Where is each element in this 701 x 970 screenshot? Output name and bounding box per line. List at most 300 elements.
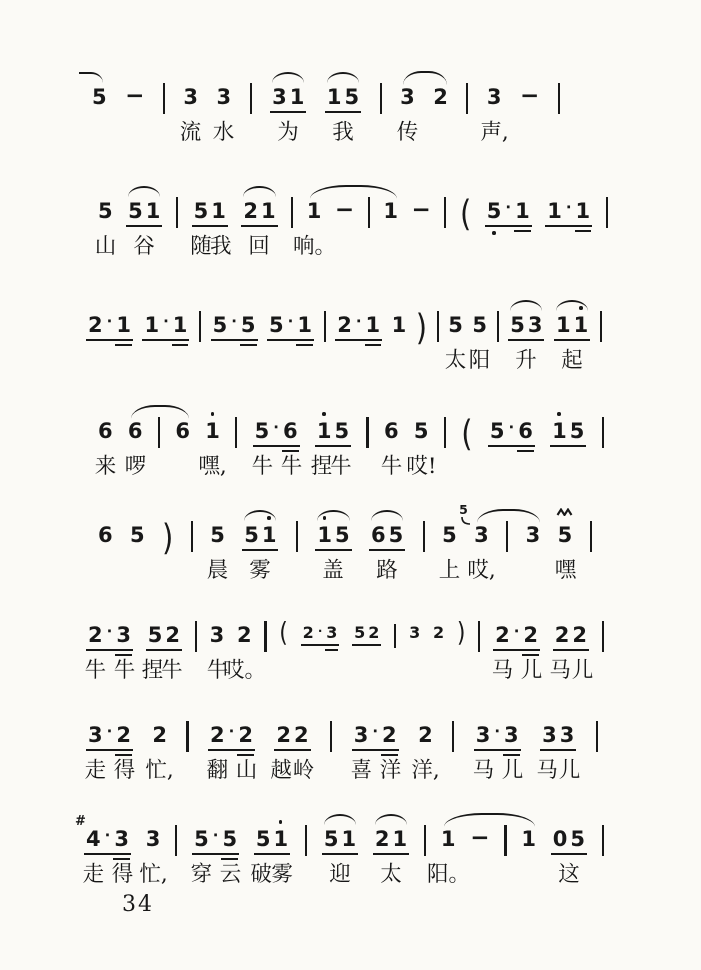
note: 2 xyxy=(116,723,131,747)
lyric-syllable: 破 xyxy=(250,862,272,887)
mordent-icon xyxy=(556,508,573,516)
note: 5 xyxy=(240,313,256,337)
notes-row xyxy=(75,814,604,856)
note: 5 xyxy=(354,623,366,642)
slur-arc xyxy=(128,186,160,197)
rhythm-dot: ∙ xyxy=(106,312,113,330)
notes-row xyxy=(98,412,604,455)
lyric-syllable: 盖 xyxy=(322,558,344,583)
slur-arc xyxy=(510,300,542,311)
rhythm-dot: ∙ xyxy=(212,826,219,844)
lyrics-row xyxy=(92,119,560,149)
rhythm-dot: ∙ xyxy=(163,312,169,330)
close-paren: ) xyxy=(161,516,174,559)
note: 5 xyxy=(558,522,573,548)
beam-group xyxy=(142,312,189,341)
beam-group xyxy=(146,622,182,651)
slur-arc xyxy=(403,71,447,85)
barline xyxy=(176,197,178,228)
dash-continuation: − xyxy=(125,83,145,109)
music-line-6 xyxy=(84,618,604,696)
note: 3 xyxy=(88,723,103,747)
dash-continuation: − xyxy=(334,197,355,223)
note: 5 xyxy=(334,419,350,443)
note: 5 xyxy=(147,623,163,647)
lyric-syllable: 雾 xyxy=(271,862,293,887)
barline xyxy=(366,417,368,448)
barline xyxy=(330,721,332,752)
beam-group xyxy=(192,198,228,227)
note: 3 xyxy=(527,313,543,337)
rhythm-dot: ∙ xyxy=(565,198,572,216)
note: 5 xyxy=(254,419,270,443)
note: 3 xyxy=(542,723,557,747)
beam-group xyxy=(352,622,381,646)
note: 1 xyxy=(273,827,289,851)
beam-group xyxy=(551,826,587,855)
rhythm-dot: ∙ xyxy=(287,312,294,330)
note: 5 xyxy=(448,313,463,337)
lyric-syllable: 喜 xyxy=(350,758,373,783)
note: 2 xyxy=(238,723,253,747)
note: 1 xyxy=(552,419,567,443)
note: 1 xyxy=(547,199,562,223)
barline xyxy=(324,311,326,342)
note: 5 xyxy=(344,85,360,109)
lyric-syllable: 啰 xyxy=(124,454,147,479)
note: 1 xyxy=(289,85,305,109)
music-line-7 xyxy=(86,722,598,796)
note: 5 xyxy=(210,523,225,547)
note: 3 5 xyxy=(459,502,489,547)
barline xyxy=(504,825,506,856)
lyric-syllable: 穿 xyxy=(190,862,213,887)
note: 5 xyxy=(323,827,339,851)
note: 1 xyxy=(211,199,226,223)
slur-arc xyxy=(327,72,359,83)
note: 6 xyxy=(175,419,190,443)
beam-group xyxy=(242,522,278,551)
close-paren: ) xyxy=(456,618,466,649)
note: 1 xyxy=(297,313,312,337)
lyric-syllable: 忙, xyxy=(139,862,168,887)
notes-row xyxy=(98,192,608,235)
note: 6 xyxy=(383,419,399,443)
note: 2 xyxy=(432,623,445,642)
note: 5 xyxy=(510,313,525,337)
note: 5 xyxy=(334,523,350,547)
lyric-syllable: 忙, xyxy=(145,758,174,783)
note: 5 xyxy=(413,419,429,443)
beam-group xyxy=(254,826,290,855)
notes-row xyxy=(86,618,604,652)
barline xyxy=(195,621,197,652)
lyric-syllable: 牛 xyxy=(380,454,403,479)
lyric-syllable: 儿 xyxy=(501,758,524,783)
note: 4 # xyxy=(75,814,101,851)
note: 3 xyxy=(400,85,415,109)
note: 1 xyxy=(144,313,160,337)
beam-group xyxy=(253,418,300,447)
beam-group xyxy=(86,312,133,341)
lyrics-row xyxy=(94,233,608,263)
beam-group xyxy=(86,722,133,751)
beam-group xyxy=(493,622,540,651)
open-paren: ( xyxy=(279,618,288,649)
note: 1 xyxy=(555,313,571,337)
barline xyxy=(175,825,177,856)
lyric-syllable: 云 xyxy=(219,862,242,887)
lyric-syllable: 响。 xyxy=(292,234,337,259)
note: 2 xyxy=(152,723,167,747)
barline xyxy=(305,825,307,856)
beam-group xyxy=(369,522,405,551)
note: 6 xyxy=(98,419,113,443)
lyric-syllable: 迎 xyxy=(329,862,351,887)
lyric-syllable: 阳 xyxy=(468,348,491,373)
lyric-syllable: 为 xyxy=(277,120,299,145)
lyric-syllable: 山 xyxy=(94,234,117,259)
beam-group xyxy=(352,722,399,751)
slur-arc xyxy=(131,405,189,419)
barline xyxy=(158,417,160,448)
barline xyxy=(250,83,252,114)
note: 5 xyxy=(472,313,488,337)
lyric-syllable: 走 xyxy=(84,758,107,783)
beam-group xyxy=(554,312,590,341)
note: 2 xyxy=(382,723,397,747)
lyric-syllable: 马 xyxy=(491,658,514,683)
note: 1 xyxy=(261,523,277,547)
note: 5 xyxy=(193,199,209,223)
beam-group xyxy=(322,826,358,855)
note: 2 xyxy=(236,623,252,647)
lyric-syllable: 流 xyxy=(179,120,202,145)
note: 3 xyxy=(504,723,519,747)
note: 2 xyxy=(495,623,510,647)
beam-group xyxy=(325,84,361,113)
barline xyxy=(444,417,446,448)
dash-continuation: − xyxy=(519,83,540,109)
note: 2 xyxy=(88,623,103,647)
barline xyxy=(558,83,560,114)
barline xyxy=(478,621,480,652)
rhythm-dot: ∙ xyxy=(104,826,111,844)
barline xyxy=(602,825,604,856)
note: 1 xyxy=(515,199,530,223)
lyric-syllable: 捏 xyxy=(141,658,164,683)
note: 0 xyxy=(552,827,568,851)
note: 3 xyxy=(114,827,129,851)
barline xyxy=(380,83,382,114)
note: 5 xyxy=(194,827,209,851)
lyric-syllable: 牛 xyxy=(84,658,107,683)
note: 2 xyxy=(276,723,292,747)
close-paren: ) xyxy=(415,306,428,349)
note: 5 xyxy=(244,523,259,547)
lyrics-row xyxy=(94,453,604,483)
music-line-1 xyxy=(92,84,560,158)
note: 1 xyxy=(521,827,536,851)
lyrics-row xyxy=(84,861,604,891)
note: 1 xyxy=(326,85,342,109)
note: 2 xyxy=(433,85,448,109)
note: 1 xyxy=(316,419,332,443)
slur-arc xyxy=(272,72,304,83)
slur-arc xyxy=(556,300,588,311)
beam-group xyxy=(553,622,589,651)
note: 2 xyxy=(294,723,309,747)
note: 5 xyxy=(92,84,107,110)
lyric-syllable: 声, xyxy=(480,120,509,145)
beam-group xyxy=(301,622,340,646)
note: 3 xyxy=(145,827,161,851)
lyric-syllable: 马 xyxy=(536,758,558,783)
lyric-syllable: 嘿 xyxy=(554,558,577,583)
note: 2 xyxy=(418,723,433,747)
barline xyxy=(606,197,608,228)
note: 3 xyxy=(116,623,131,647)
beam-group xyxy=(315,418,351,447)
beam-group xyxy=(550,418,586,447)
note: 3 xyxy=(209,623,225,647)
note: 1 xyxy=(573,313,589,337)
note: 5 xyxy=(569,419,585,443)
rhythm-dot: ∙ xyxy=(231,312,237,330)
lyric-syllable: 得 xyxy=(113,758,136,783)
note: 3 xyxy=(559,723,575,747)
lyric-syllable: 走 xyxy=(82,862,105,887)
note: 1 xyxy=(317,523,332,547)
slur-arc xyxy=(324,814,356,825)
music-line-4 xyxy=(94,412,604,492)
open-paren: ( xyxy=(459,192,472,235)
slur-arc xyxy=(317,510,349,521)
lyric-syllable: 回 xyxy=(248,234,270,259)
beam-group xyxy=(373,826,409,855)
note: 2 xyxy=(368,623,380,642)
barline xyxy=(264,621,266,652)
barline xyxy=(602,621,604,652)
beam-group xyxy=(192,826,239,855)
lyric-syllable: 晨 xyxy=(206,558,229,583)
lyric-syllable: 岭 xyxy=(292,758,315,783)
barline xyxy=(296,521,298,552)
rhythm-dot: ∙ xyxy=(317,623,323,638)
note: 1 xyxy=(391,313,407,337)
note: 5 xyxy=(570,827,585,851)
sharp-sign: # xyxy=(75,814,86,829)
beam-group xyxy=(274,722,310,751)
note: 2 xyxy=(337,313,352,337)
lyric-syllable: 得 xyxy=(111,862,134,887)
slur-arc xyxy=(444,813,535,827)
barline xyxy=(235,417,237,448)
note: 5 xyxy=(255,827,271,851)
note: 1 xyxy=(205,419,220,443)
note: 6 xyxy=(370,523,386,547)
note: 5 xyxy=(98,199,113,223)
note: 2 xyxy=(302,623,314,642)
barline xyxy=(186,721,188,752)
beam-group xyxy=(75,814,131,855)
barline xyxy=(199,311,201,342)
barline xyxy=(424,825,426,856)
slur-arc xyxy=(477,509,540,523)
lyric-syllable: 太 xyxy=(444,348,467,373)
rhythm-dot: ∙ xyxy=(513,622,520,640)
lyric-syllable: 这 xyxy=(558,862,580,887)
music-line-8 xyxy=(75,814,604,900)
note: 1 xyxy=(306,199,322,223)
barline xyxy=(506,521,508,552)
lyric-syllable: 洋 xyxy=(379,758,402,783)
slur-arc xyxy=(375,814,407,825)
open-paren: ( xyxy=(461,412,473,455)
barline xyxy=(600,311,602,342)
barline xyxy=(394,624,396,648)
rhythm-dot: ∙ xyxy=(106,722,113,740)
lyric-syllable: 牛 xyxy=(206,658,229,683)
notes-row xyxy=(86,722,598,752)
note: 5 xyxy=(128,199,143,223)
note: 1 xyxy=(145,199,161,223)
beam-group xyxy=(545,198,592,227)
beam-group xyxy=(315,522,351,551)
note: 6 xyxy=(127,419,143,443)
lyric-syllable: 马 xyxy=(549,658,571,683)
note: 3 xyxy=(525,523,541,547)
barline xyxy=(191,521,193,552)
note: 6 xyxy=(282,419,298,443)
note: 1 xyxy=(365,313,381,337)
lyric-syllable: 捏 xyxy=(310,454,333,479)
music-line-5 xyxy=(98,502,592,596)
note: 3 xyxy=(486,85,502,109)
lyric-syllable: 阳。 xyxy=(426,862,471,887)
barline xyxy=(444,197,446,228)
lyric-syllable: 翻 xyxy=(206,758,229,783)
music-line-3 xyxy=(86,306,602,386)
barline xyxy=(291,197,293,228)
lyric-syllable: 上 xyxy=(438,558,461,583)
note: 5 xyxy=(129,523,145,547)
note: 5 xyxy=(222,827,238,851)
slur-arc xyxy=(243,186,275,197)
lyric-syllable: 随 xyxy=(190,234,212,259)
lyrics-row xyxy=(86,347,602,377)
barline xyxy=(466,83,468,114)
lyric-syllable: 哎, xyxy=(467,558,496,583)
lyric-syllable: 我 xyxy=(332,120,354,145)
note: 5 xyxy=(486,199,502,223)
lyric-syllable: 儿 xyxy=(520,658,543,683)
notes-row xyxy=(86,306,602,349)
slur-arc xyxy=(310,185,397,199)
rhythm-dot: ∙ xyxy=(494,722,501,740)
lyric-syllable: 升 xyxy=(515,348,537,373)
lyrics-row xyxy=(98,557,592,587)
grace-note: 5 xyxy=(459,504,470,525)
note: 5 xyxy=(269,313,284,337)
notes-row xyxy=(92,84,560,114)
notes-row xyxy=(98,502,592,559)
lyric-syllable: 牛 xyxy=(330,454,352,479)
rhythm-dot: ∙ xyxy=(508,418,515,436)
music-line-2 xyxy=(94,192,608,272)
note: 1 xyxy=(260,199,276,223)
dash-continuation: − xyxy=(411,197,431,223)
lyric-syllable: 牛 xyxy=(161,658,183,683)
lyric-syllable: 我 xyxy=(210,234,232,259)
beam-group xyxy=(126,198,162,227)
beam-group xyxy=(485,198,532,227)
note: 2 xyxy=(572,623,588,647)
note: 3 xyxy=(216,85,232,109)
barline xyxy=(368,197,370,228)
note: 1 xyxy=(392,827,408,851)
note: 1 xyxy=(383,199,398,223)
note: 2 xyxy=(374,827,390,851)
lyric-syllable: 牛 xyxy=(251,454,274,479)
lyric-syllable: 洋, xyxy=(411,758,440,783)
slur-arc xyxy=(244,510,276,521)
note: 3 xyxy=(409,623,421,642)
lyric-syllable: 太 xyxy=(380,862,402,887)
lyric-syllable: 谷 xyxy=(133,234,155,259)
note: 3 xyxy=(353,723,369,747)
beam-group xyxy=(211,312,258,341)
note: 2 xyxy=(243,199,258,223)
lyric-syllable: 牛 xyxy=(280,454,303,479)
lyric-syllable: 儿 xyxy=(571,658,594,683)
barline xyxy=(423,521,425,552)
lyric-syllable: 马 xyxy=(472,758,495,783)
lyrics-row xyxy=(86,757,598,787)
lyric-syllable: 雾 xyxy=(249,558,271,583)
barline xyxy=(452,721,454,752)
barline xyxy=(590,521,592,552)
lyric-syllable: 水 xyxy=(212,120,235,145)
note: 1 xyxy=(440,827,456,851)
note: 3 xyxy=(183,85,199,109)
lyric-syllable: 嘿, xyxy=(198,454,227,479)
lyric-syllable: 儿 xyxy=(558,758,581,783)
note: 2 xyxy=(554,623,570,647)
slur-arc xyxy=(371,510,403,521)
note: 2 xyxy=(165,623,180,647)
beam-group xyxy=(508,312,544,341)
rhythm-dot: ∙ xyxy=(106,622,113,640)
rhythm-dot: ∙ xyxy=(273,418,279,436)
lyric-syllable: 哎! xyxy=(406,454,437,479)
tie-arc xyxy=(79,72,103,83)
beam-group xyxy=(270,84,306,113)
lyric-syllable: 来 xyxy=(94,454,117,479)
beam-group xyxy=(335,312,382,341)
lyric-syllable: 牛 xyxy=(113,658,136,683)
note: 6 xyxy=(518,419,533,443)
lyric-syllable: 路 xyxy=(376,558,398,583)
note: 5 xyxy=(212,313,228,337)
note: 2 xyxy=(88,313,103,337)
note: 1 xyxy=(341,827,357,851)
lyric-syllable: 传 xyxy=(396,120,419,145)
lyrics-row xyxy=(86,657,604,687)
page-number: 34 xyxy=(122,892,154,917)
lyric-syllable: 哎。 xyxy=(222,658,267,683)
barline xyxy=(163,83,165,114)
